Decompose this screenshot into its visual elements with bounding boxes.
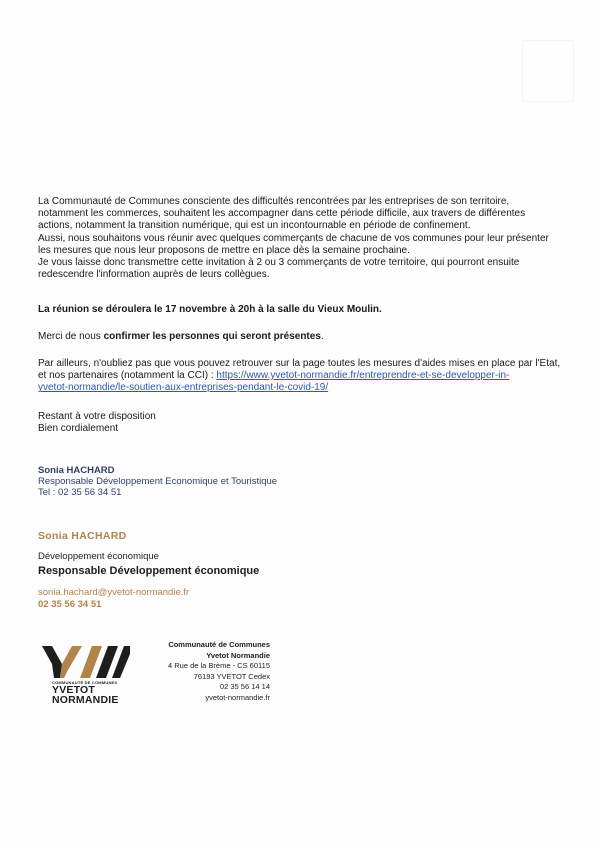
confirm-prefix: Merci de nous bbox=[38, 331, 104, 342]
aides-link-continued[interactable]: yvetot-normandie/le-soutien-aux-entreprises-pendant-le-covid-19/ bbox=[38, 382, 329, 394]
signature-name: Sonia HACHARD bbox=[38, 465, 115, 476]
logo-line2: NORMANDIE bbox=[52, 694, 119, 706]
signature2-phone: 02 35 56 34 51 bbox=[38, 599, 102, 610]
signature2-department: Développement économique bbox=[38, 551, 159, 562]
signature-phone: Tel : 02 35 56 34 51 bbox=[38, 487, 122, 498]
signature2-email[interactable]: sonia.hachard@yvetot-normandie.fr bbox=[38, 587, 190, 598]
intro-paragraph bbox=[38, 196, 568, 281]
address-block bbox=[150, 640, 270, 704]
logo-small-text: COMMUNAUTÉ DE COMMUNES bbox=[52, 680, 118, 685]
intro-line: Aussi, nous souhaitons vous réunir avec quelques commerçants de chacune de vos communes pour leur présenter bbox=[38, 232, 549, 244]
aides-prefix: et nos partenaires (notamment la CCI) : bbox=[38, 370, 217, 382]
address-org1: Communauté de Communes bbox=[168, 640, 270, 649]
signature-styled bbox=[38, 530, 259, 611]
address-phone: 02 35 56 14 14 bbox=[219, 682, 270, 692]
closing-line: Restant à votre disposition bbox=[38, 411, 156, 422]
confirm-bold: confirmer les personnes qui seront présentes bbox=[103, 331, 321, 342]
address-city: 76193 YVETOT Cedex bbox=[193, 671, 270, 681]
closing-line: Bien cordialement bbox=[38, 423, 119, 435]
signature-plain bbox=[38, 465, 277, 498]
aides-line bbox=[38, 382, 568, 394]
closing bbox=[38, 411, 568, 435]
intro-line: La Communauté de Communes consciente des difficultés rencontrées par les entreprises de son territoire, bbox=[38, 196, 510, 207]
intro-line: notamment les commerces, souhaitent les accompagner dans cette période difficile, aux travers de différentes bbox=[38, 208, 526, 220]
intro-line: actions, notamment la transition numérique, qui est un incontournable en période de confinement. bbox=[38, 220, 471, 232]
signature2-role: Responsable Développement économique bbox=[38, 565, 260, 577]
meeting-announcement: La réunion se déroulera le 17 novembre à 20h à la salle du Vieux Moulin. bbox=[38, 304, 382, 315]
confirm-suffix: . bbox=[320, 331, 324, 342]
aides-paragraph bbox=[38, 358, 568, 395]
aides-link[interactable]: https://www.yvetot-normandie.fr/entreprendre-et-se-developper-in- bbox=[216, 370, 510, 382]
intro-line: redescendre l'information auprès de leurs collègues. bbox=[38, 269, 270, 281]
address-web[interactable]: yvetot-normandie.fr bbox=[205, 692, 270, 702]
address-street: 4 Rue de la Brème - CS 60115 bbox=[167, 661, 270, 671]
confirm-request bbox=[38, 331, 568, 343]
signature2-name: Sonia HACHARD bbox=[38, 530, 127, 542]
aides-line bbox=[38, 370, 568, 382]
logo-line1: YVETOT bbox=[52, 684, 96, 696]
aides-line: Par ailleurs, n'oubliez pas que vous pouvez retrouver sur la page toutes les mesures d'aides mises en place par l'Etat, bbox=[38, 358, 561, 369]
intro-line: Je vous laisse donc transmettre cette invitation à 2 ou 3 commerçants de votre territoire, qui pourront ensuite bbox=[38, 257, 520, 269]
intro-line: les mesures que nous leur proposons de mettre en place dès la semaine prochaine. bbox=[38, 244, 410, 256]
address-org2: Yvetot Normandie bbox=[206, 650, 270, 660]
scan-artifact bbox=[522, 40, 574, 102]
yvetot-normandie-logo bbox=[40, 640, 132, 710]
signature-title: Responsable Développement Economique et Touristique bbox=[38, 476, 278, 487]
